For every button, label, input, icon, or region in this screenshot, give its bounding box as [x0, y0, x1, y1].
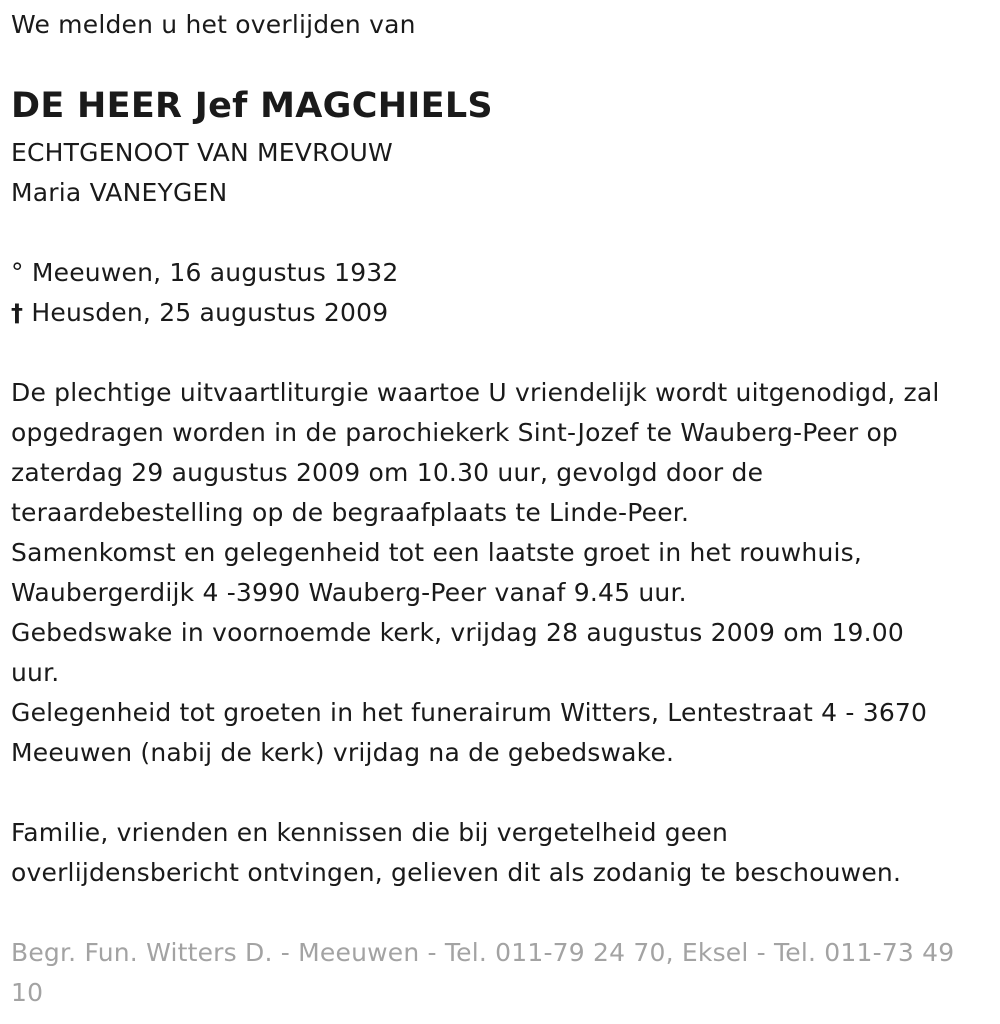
footer-line: 10 — [11, 978, 44, 1007]
birth-line — [11, 253, 399, 293]
ceremony-line: Samenkomst en gelegenheid tot een laatste groet in het rouwhuis, — [11, 538, 863, 567]
ceremony-line: uur. — [11, 658, 60, 687]
death-line — [11, 293, 399, 333]
ceremony-line: De plechtige uitvaartliturgie waartoe U vriendelijk wordt uitgenodigd, zal — [11, 378, 940, 407]
ceremony-line: Waubergerdijk 4 -3990 Wauberg-Peer vanaf 9.45 uur. — [11, 578, 687, 607]
ceremony-line: zaterdag 29 augustus 2009 om 10.30 uur, gevolgd door de — [11, 458, 764, 487]
note-line: Familie, vrienden en kennissen die bij vergetelheid geen — [11, 818, 729, 847]
note-block — [11, 813, 901, 893]
cross-icon: † — [11, 299, 24, 327]
ceremony-line: teraardebestelling op de begraafplaats te Linde-Peer. — [11, 498, 690, 527]
funeral-director-footer — [11, 933, 954, 1013]
death-text: Heusden, 25 augustus 2009 — [31, 298, 389, 327]
spouse-line-2: Maria VANEYGEN — [11, 178, 228, 207]
dates-block — [11, 253, 399, 333]
ceremony-line: Gebedswake in voornoemde kerk, vrijdag 28 augustus 2009 om 19.00 — [11, 618, 905, 647]
birth-symbol: ° — [11, 258, 24, 287]
ceremony-line: Meeuwen (nabij de kerk) vrijdag na de gebedswake. — [11, 738, 675, 767]
footer-line: Begr. Fun. Witters D. - Meeuwen - Tel. 011-79 24 70, Eksel - Tel. 011-73 49 — [11, 938, 955, 967]
deceased-name: DE HEER Jef MAGCHIELS — [11, 86, 493, 126]
spouse-line-1: ECHTGENOOT VAN MEVROUW — [11, 138, 393, 167]
ceremony-line: opgedragen worden in de parochiekerk Sint-Jozef te Wauberg-Peer op — [11, 418, 899, 447]
ceremony-line: Gelegenheid tot groeten in het funerairum Witters, Lentestraat 4 - 3670 — [11, 698, 928, 727]
birth-text: Meeuwen, 16 augustus 1932 — [31, 258, 399, 287]
intro-text: We melden u het overlijden van — [11, 10, 416, 39]
ceremony-block — [11, 373, 940, 773]
note-line: overlijdensbericht ontvingen, gelieven dit als zodanig te beschouwen. — [11, 858, 902, 887]
spouse-block — [11, 133, 393, 213]
